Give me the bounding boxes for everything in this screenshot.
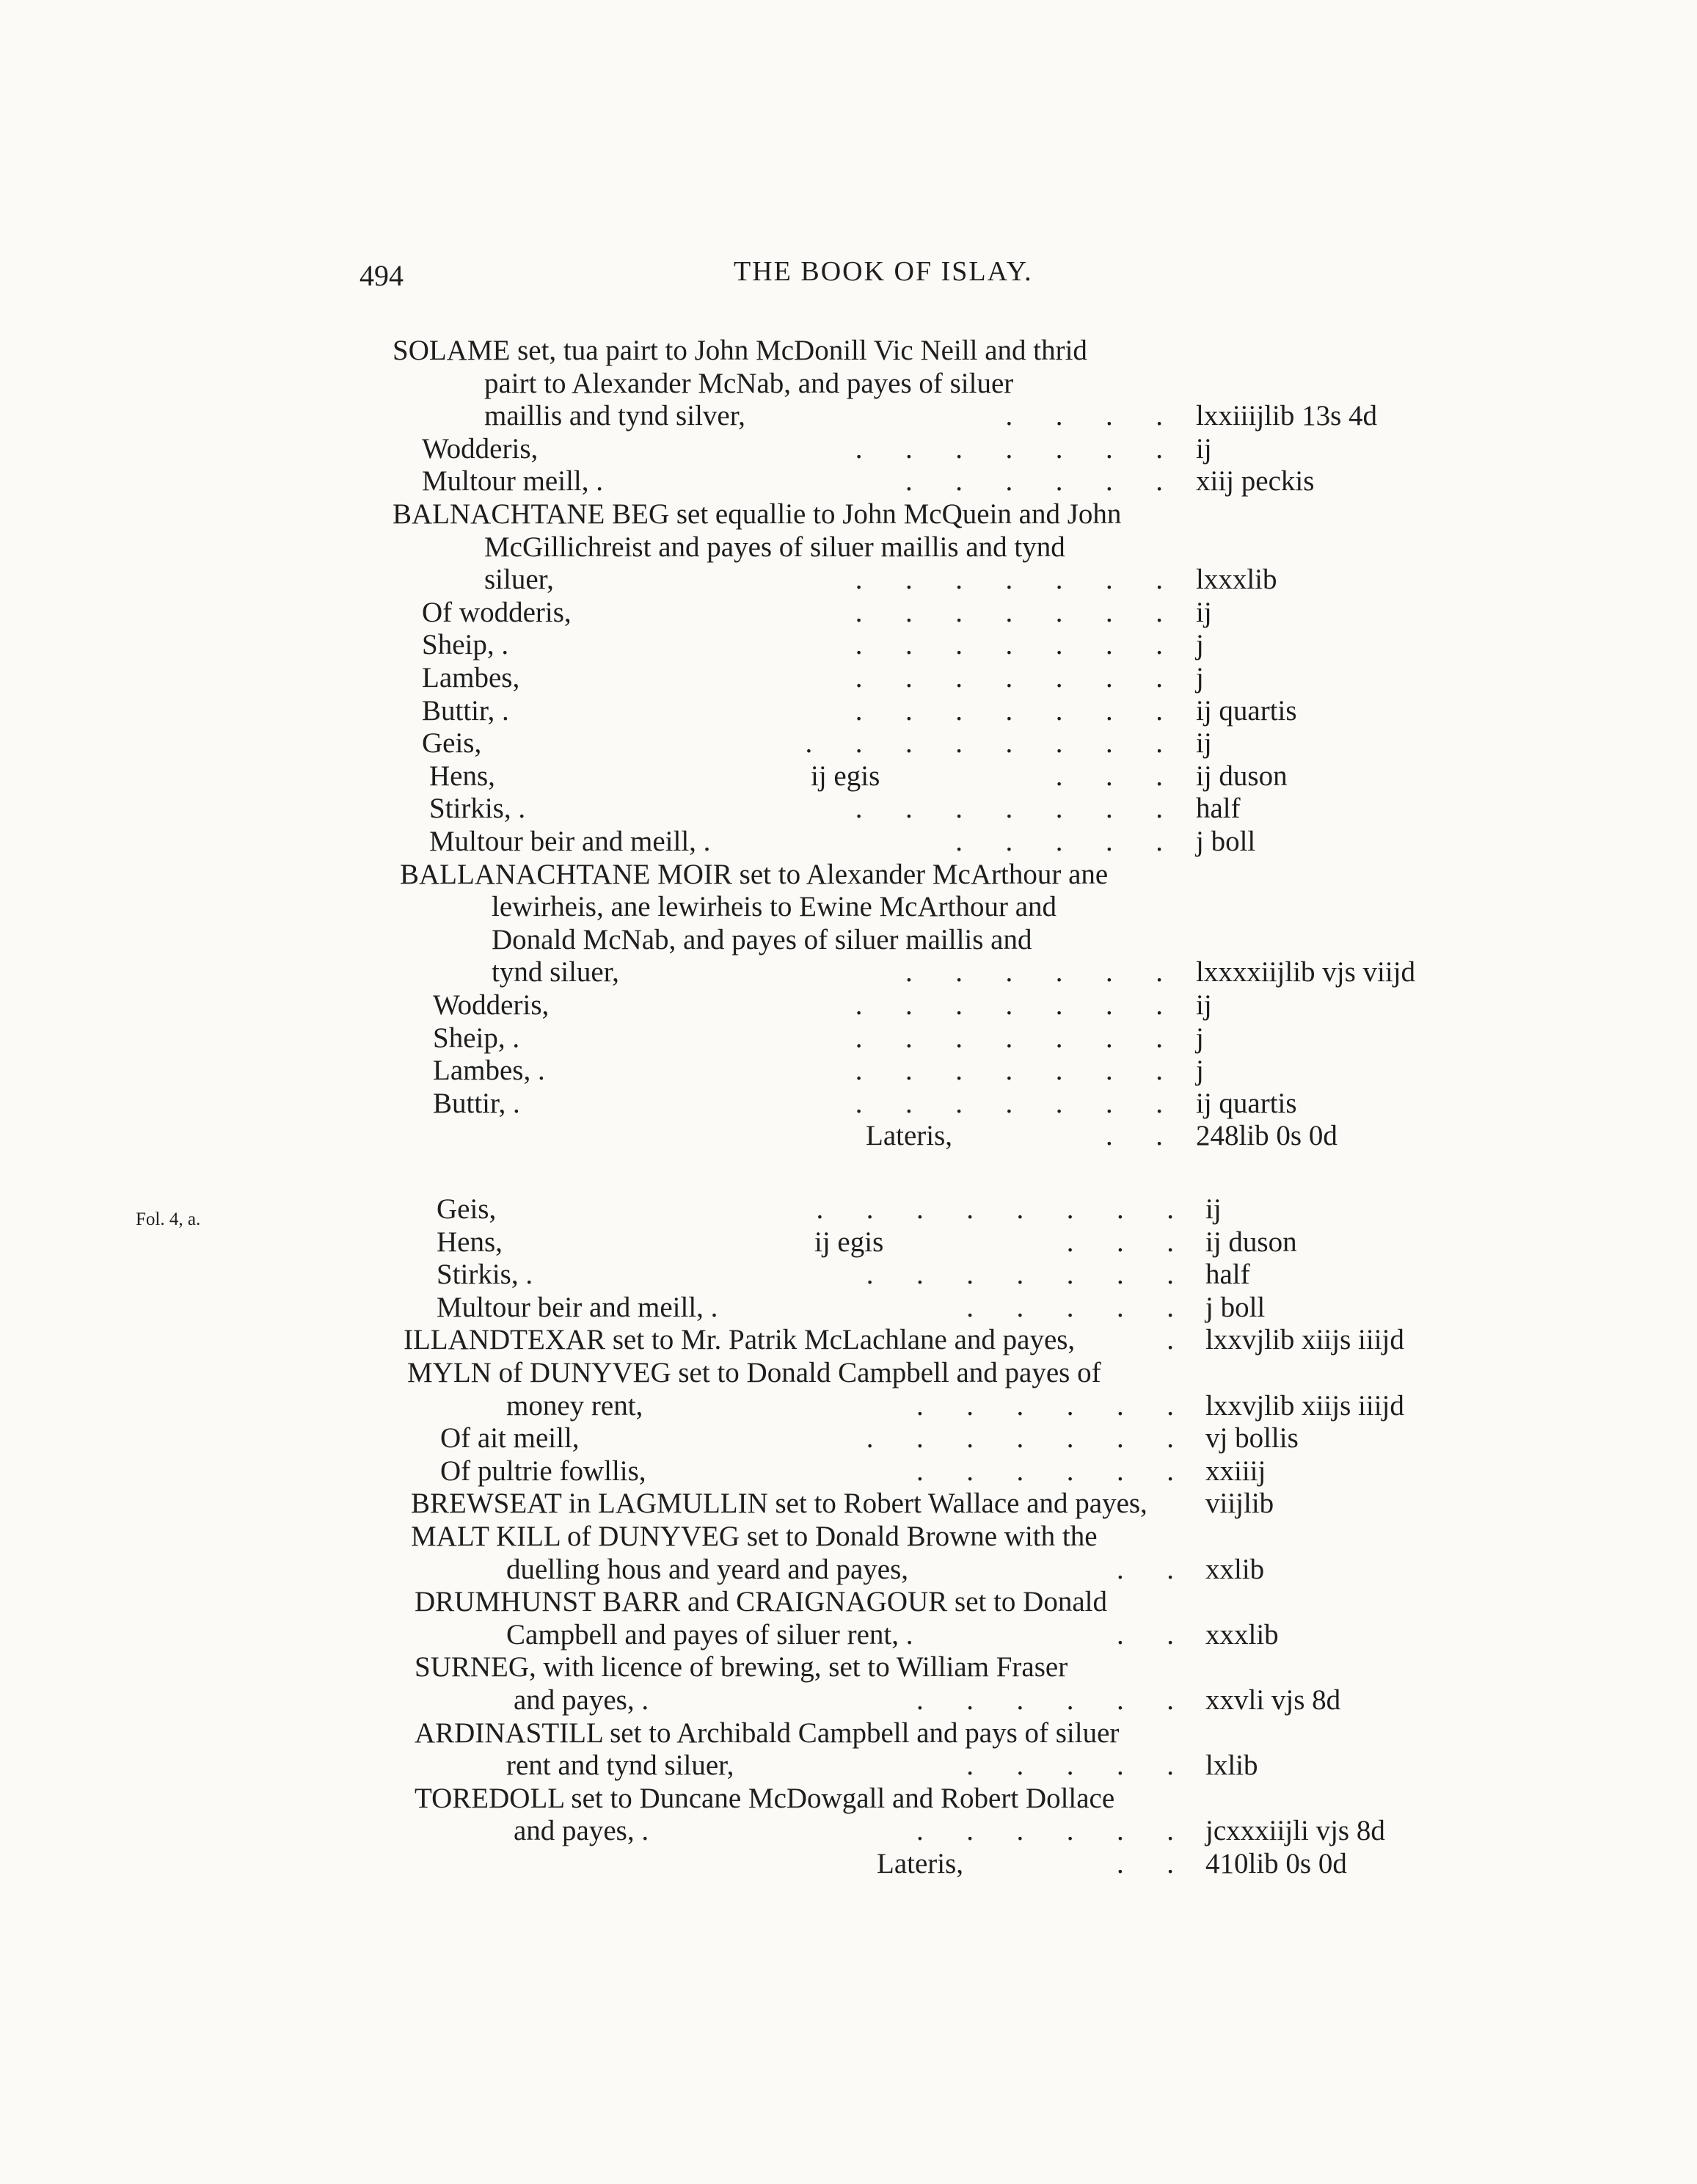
leader-dots: . . . . . . . [855, 432, 1163, 465]
leader-dots: . . . . . . . [855, 1087, 1163, 1119]
entry-text: Geis, [437, 1193, 497, 1225]
amount: j [1196, 1055, 1204, 1087]
ledger-line [877, 1847, 1668, 1881]
ledger-line [411, 1520, 1668, 1554]
entry-text: money rent, [506, 1389, 643, 1422]
entry-text: Stirkis, . [437, 1259, 533, 1291]
leader-dots: . . . . . . [905, 956, 1163, 989]
entry-note: ij egis [811, 760, 880, 792]
amount: vj bollis [1205, 1422, 1299, 1455]
entry-text: SURNEG, with licence of brewing, set to William Fraser [415, 1651, 1068, 1684]
leader-dots: . . . . . [955, 826, 1163, 857]
leader-dots: . . . . . . . [866, 1259, 1174, 1291]
page-number: 494 [360, 259, 404, 292]
ledger-line [404, 1323, 1668, 1357]
ledger-line [514, 1814, 1668, 1848]
leader-dots: . . [1117, 1553, 1174, 1585]
leader-dots: . . . [1055, 760, 1163, 792]
amount: j [1196, 1022, 1204, 1054]
ledger-line [440, 1455, 1668, 1488]
amount: lxlib [1205, 1750, 1258, 1782]
entry-text: maillis and tynd silver, [484, 400, 745, 432]
leader-dots: . . . . . . [916, 1455, 1174, 1487]
leader-dots: . . [1117, 1848, 1174, 1879]
leader-dots: . . . . . . . [855, 793, 1163, 825]
leader-dots: . . . . . . [916, 1684, 1174, 1716]
leader-dots: . . . . . . . [855, 1055, 1163, 1087]
entry-text: Of pultrie fowllis, [440, 1455, 646, 1487]
amount: ij [1196, 432, 1212, 465]
leader-dots: . . [1117, 1618, 1174, 1650]
leader-dots: . [1167, 1324, 1174, 1356]
entry-text: BALLANACHTANE MOIR set to Alexander McArthour ane [400, 858, 1109, 890]
amount: viijlib [1205, 1488, 1274, 1520]
entry-text: siluer, [484, 564, 554, 596]
entry-text: Sheip, . [433, 1022, 520, 1054]
entry-text: BREWSEAT in LAGMULLIN set to Robert Wallace and payes, [411, 1488, 1147, 1520]
amount: j boll [1205, 1291, 1266, 1323]
entry-text: rent and tynd siluer, [506, 1750, 734, 1782]
ledger-line [492, 923, 1668, 957]
ledger-line [407, 1356, 1668, 1390]
amount: ij [1205, 1193, 1222, 1225]
amount: j [1196, 662, 1204, 694]
entry-text: Multour beir and meill, . [429, 826, 711, 857]
leader-dots: . . . . . . . . [816, 1193, 1174, 1225]
entry-text: McGillichreist and payes of siluer maillis and tynd [484, 531, 1065, 563]
leader-dots: . . . . . . . [866, 1422, 1174, 1455]
amount: xiij peckis [1196, 465, 1315, 498]
entry-text: MYLN of DUNYVEG set to Donald Campbell and payes of [407, 1357, 1101, 1388]
amount: lxxvjlib xiijs iiijd [1205, 1324, 1404, 1356]
amount: lxxiiijlib 13s 4d [1196, 400, 1378, 432]
ledger-line [484, 563, 1668, 597]
amount: lxxxxiijlib vjs viijd [1196, 956, 1416, 989]
amount: half [1205, 1259, 1250, 1291]
ledger-line [422, 596, 1668, 630]
entry-text: Sheip, . [422, 629, 509, 661]
entry-note: ij egis [814, 1226, 884, 1258]
ledger-line [415, 1782, 1668, 1816]
ledger-line [422, 432, 1668, 466]
ledger-line [429, 760, 1668, 793]
entry-text: and payes, . [514, 1684, 649, 1716]
leader-dots: . . . . . . . [855, 662, 1163, 694]
running-head: THE BOOK OF ISLAY. [734, 256, 1033, 287]
ledger-line [429, 792, 1668, 826]
amount: xxlib [1205, 1553, 1265, 1585]
leader-dots: . . . [1066, 1226, 1174, 1258]
amount: ij [1196, 989, 1212, 1021]
entry-text: tynd siluer, [492, 956, 619, 989]
amount: lxxvjlib xiijs iiijd [1205, 1389, 1404, 1422]
entry-text: SOLAME set, tua pairt to John McDonill Vic Neill and thrid [393, 335, 1087, 366]
amount: 248lib 0s 0d [1196, 1120, 1337, 1152]
entry-text: Wodderis, [422, 432, 539, 465]
ledger-line [437, 1291, 1668, 1325]
ledger-line [415, 1717, 1668, 1750]
amount: ij duson [1205, 1226, 1297, 1258]
amount: lxxxlib [1196, 564, 1277, 596]
amount: ij [1196, 727, 1212, 760]
leader-dots: . . . . . . [916, 1815, 1174, 1847]
ledger-line [400, 858, 1668, 892]
ledger-line [433, 1054, 1668, 1088]
leader-dots: . . . . . . . [855, 596, 1163, 628]
ledger-line [492, 956, 1668, 989]
amount: xxvli vjs 8d [1205, 1684, 1341, 1716]
amount: jcxxxiijli vjs 8d [1205, 1815, 1385, 1847]
ledger-line [506, 1749, 1668, 1783]
ledger-line [866, 1119, 1668, 1153]
entry-text: Hens, [437, 1226, 503, 1258]
ledger-line [422, 661, 1668, 695]
amount: xxxlib [1205, 1618, 1279, 1650]
ledger-line [433, 989, 1668, 1022]
entry-text: Lateris, [877, 1848, 964, 1879]
amount: half [1196, 793, 1241, 825]
ledger-line [440, 1422, 1668, 1455]
leader-dots: . . . . . [966, 1750, 1174, 1782]
entry-text: duelling hous and yeard and payes, [506, 1553, 909, 1585]
ledger-line [415, 1585, 1668, 1619]
entry-text: Lambes, [422, 662, 520, 694]
entry-text: MALT KILL of DUNYVEG set to Donald Browne with the [411, 1521, 1098, 1552]
entry-text: Wodderis, [433, 989, 550, 1021]
entry-text: ILLANDTEXAR set to Mr. Patrik McLachlane and payes, [404, 1324, 1076, 1356]
ledger-line [484, 531, 1668, 564]
entry-text: and payes, . [514, 1815, 649, 1847]
leader-dots: . . . . . . [916, 1389, 1174, 1422]
entry-text: Buttir, . [422, 694, 509, 727]
entry-text: Campbell and payes of siluer rent, . [506, 1618, 913, 1650]
leader-dots: . . . . . . . [855, 989, 1163, 1021]
entry-text: Of wodderis, [422, 596, 572, 628]
amount: 410lib 0s 0d [1205, 1848, 1347, 1879]
amount: ij quartis [1196, 694, 1297, 727]
ledger-line [422, 727, 1668, 760]
entry-text: TOREDOLL set to Duncane McDowgall and Robert Dollace [415, 1782, 1115, 1814]
entry-text: Geis, [422, 727, 482, 760]
leader-dots: . . . . [1005, 400, 1163, 432]
leader-dots: . . . . . . . [855, 629, 1163, 661]
amount: ij [1196, 596, 1212, 628]
entry-text: Multour meill, . [422, 465, 603, 498]
ledger-line [484, 367, 1668, 401]
ledger-line [415, 1650, 1668, 1684]
ledger-line [506, 1553, 1668, 1587]
entry-text: Multour beir and meill, . [437, 1291, 718, 1323]
ledger-line [393, 498, 1668, 531]
leader-dots: . . . . . [966, 1291, 1174, 1323]
ledger-line [422, 694, 1668, 728]
leader-dots: . . . . . . . [855, 1022, 1163, 1054]
leader-dots: . . . . . . . . [805, 727, 1163, 760]
ledger-line [506, 1389, 1668, 1423]
entry-text: Lambes, . [433, 1055, 545, 1087]
entry-text: lewirheis, ane lewirheis to Ewine McArthour and [492, 891, 1057, 923]
ledger-line [484, 399, 1668, 433]
amount: ij duson [1196, 760, 1288, 792]
entry-text: Lateris, [866, 1120, 953, 1152]
leader-dots: . . . . . . . [855, 694, 1163, 727]
ledger-line [422, 465, 1668, 498]
entry-text: Stirkis, . [429, 793, 526, 825]
amount: ij quartis [1196, 1087, 1297, 1119]
margin-note: Fol. 4, a. [136, 1209, 201, 1229]
entry-text: DRUMHUNST BARR and CRAIGNAGOUR set to Donald [415, 1586, 1107, 1618]
ledger-line [506, 1618, 1668, 1652]
amount: j [1196, 629, 1204, 661]
ledger-line [437, 1226, 1668, 1259]
ledger-line [514, 1684, 1668, 1717]
ledger-line [422, 628, 1668, 662]
leader-dots: . . . . . . . [855, 564, 1163, 596]
ledger-line [437, 1258, 1668, 1292]
entry-text: Buttir, . [433, 1087, 520, 1119]
ledger-line [429, 825, 1668, 859]
ledger-line [437, 1193, 1668, 1226]
amount: j boll [1196, 826, 1256, 857]
ledger-line [393, 334, 1668, 368]
entry-text: BALNACHTANE BEG set equallie to John McQuein and John [393, 498, 1122, 530]
leader-dots: . . . . . . [905, 465, 1163, 498]
entry-text: ARDINASTILL set to Archibald Campbell and pays of siluer [415, 1717, 1120, 1749]
leader-dots: . . [1106, 1120, 1163, 1152]
amount: xxiiij [1205, 1455, 1266, 1487]
entry-text: Of ait meill, [440, 1422, 580, 1455]
entry-text: Donald McNab, and payes of siluer maillis and [492, 923, 1032, 956]
ledger-line [492, 890, 1668, 924]
entry-text: Hens, [429, 760, 495, 792]
ledger-line [411, 1487, 1668, 1521]
ledger-line [433, 1022, 1668, 1055]
ledger-line [433, 1087, 1668, 1121]
entry-text: pairt to Alexander McNab, and payes of siluer [484, 367, 1014, 399]
